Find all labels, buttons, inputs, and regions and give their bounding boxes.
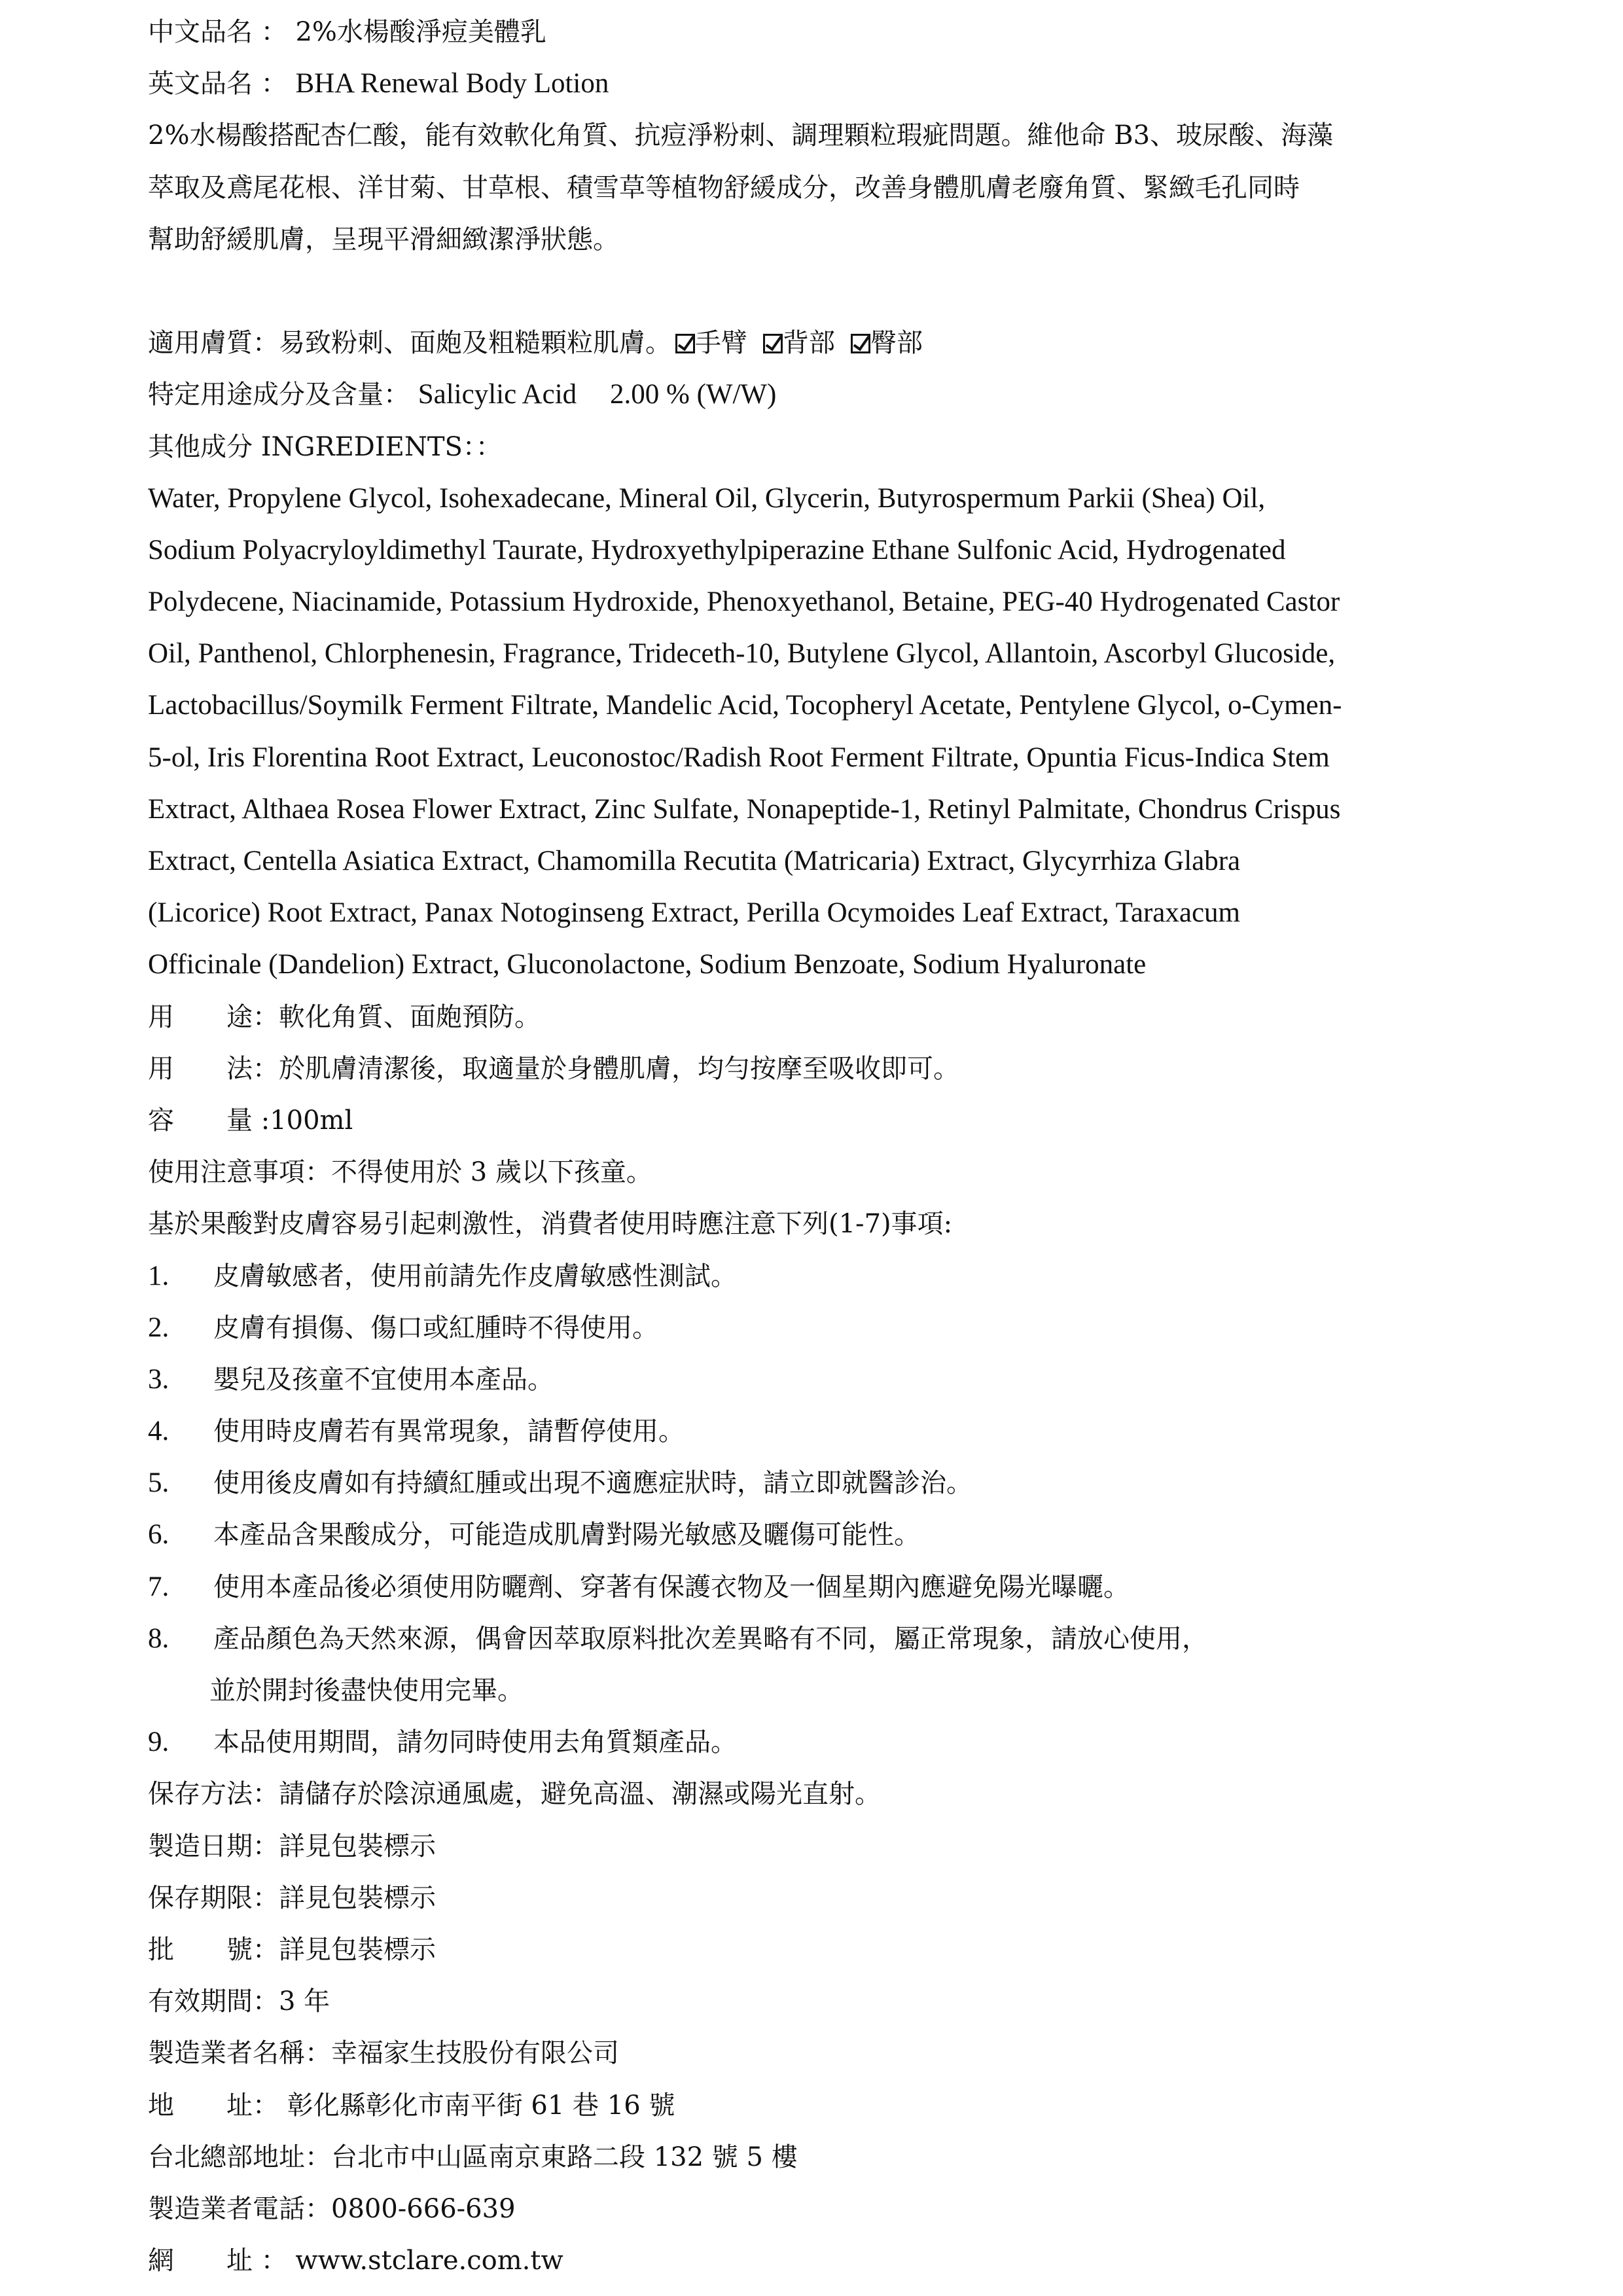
en-name: BHA Renewal Body Lotion: [295, 68, 609, 99]
warning-number: 8.: [148, 1623, 169, 1654]
ingredients-label: 其他成分 INGREDIENTS：：: [148, 431, 502, 462]
warning-item: [148, 1463, 1623, 1515]
zh-name: 2%水楊酸淨痘美體乳: [295, 17, 546, 47]
ingredients-line: Oil, Panthenol, Chlorphenesin, Fragrance, Trideceth-10, Butylene Glycol, Allantoin, Ascorbyl Glucoside,: [148, 638, 1336, 670]
ingredients-line: Sodium Polyacryloyldimethyl Taurate, Hydroxyethylpiperazine Ethane Sulfonic Acid, Hydrogenated: [148, 534, 1286, 565]
storage-method: 保存方法：請儲存於陰涼通風處，避免高溫、潮濕或陽光直射。: [148, 1779, 881, 1810]
active-ingredient: Salicylic Acid: [418, 379, 577, 410]
usage-purpose: 用 途：軟化角質、面皰預防。: [148, 1001, 541, 1032]
en-name-label: 英文品名 ：: [148, 69, 296, 99]
manufacturer-phone: 製造業者電話：0800-666-639: [148, 2193, 516, 2224]
checkbox-checked-icon: [763, 334, 783, 353]
warnings-intro: 基於果酸對皮膚容易引起刺激性，消費者使用時應注意下列(1-7)事項:: [148, 1209, 953, 1240]
option-label: 臀部: [870, 328, 923, 359]
warning-number: 4.: [148, 1416, 169, 1447]
ingredients-line: Lactobacillus/Soymilk Ferment Filtrate, Mandelic Acid, Tocopheryl Acetate, Pentylene Glycol, o-Cymen-: [148, 690, 1342, 721]
ingredients-line: Water, Propylene Glycol, Isohexadecane, Mineral Oil, Glycerin, Butyrospermum Parkii (Shea) Oil,: [148, 482, 1266, 514]
option-label: 背部: [783, 328, 835, 359]
checkbox-checked-icon: [675, 334, 695, 353]
active-amount: 2.00 % (W/W): [610, 379, 777, 410]
ingredients-line: Polydecene, Niacinamide, Potassium Hydroxide, Phenoxyethanol, Betaine, PEG-40 Hydrogenated Castor: [148, 586, 1340, 618]
en-name-line: [148, 63, 1623, 115]
manufacturer-name: 製造業者名稱：幸福家生技股份有限公司: [148, 2038, 619, 2069]
warning-text: 皮膚敏感者，使用前請先作皮膚敏感性測試。: [213, 1261, 737, 1291]
warning-item: [148, 1256, 1623, 1308]
usage-method: 用 法：於肌膚清潔後，取適量於身體肌膚，均勻按摩至吸收即可。: [148, 1053, 959, 1084]
ingredients-line: (Licorice) Root Extract, Panax Notoginseng Extract, Perilla Ocymoides Leaf Extract, Taraxacum: [148, 897, 1241, 929]
checkbox-checked-icon: [851, 334, 870, 353]
warning-number: 6.: [148, 1519, 169, 1551]
caution: 使用注意事項：不得使用於 3 歲以下孩童。: [148, 1157, 652, 1188]
warning-item: [148, 1308, 1623, 1359]
website: 網 址 ： www.stclare.com.tw: [148, 2246, 563, 2276]
ingredients-line: Extract, Centella Asiatica Extract, Chamomilla Recutita (Matricaria) Extract, Glycyrrhiza Glabra: [148, 846, 1241, 876]
warning-item: [148, 1722, 1623, 1774]
description-line: 2%水楊酸搭配杏仁酸，能有效軟化角質、抗痘淨粉刺、調理顆粒瑕疵問題。維他命 B3、玻尿酸、海藻: [148, 120, 1334, 151]
warning-text: 本產品含果酸成分，可能造成肌膚對陽光敏感及曬傷可能性。: [213, 1520, 920, 1551]
warning-item: [148, 1359, 1623, 1411]
warning-text: 使用本產品後必須使用防曬劑、穿著有保護衣物及一個星期內應避免陽光曝曬。: [213, 1571, 1130, 1602]
warning-text: 使用後皮膚如有持續紅腫或出現不適應症狀時，請立即就醫診治。: [213, 1468, 972, 1499]
manufacture-date: 製造日期：詳見包裝標示: [148, 1831, 436, 1861]
description-line: 幫助舒緩肌膚，呈現平滑細緻潔淨狀態。: [148, 224, 619, 255]
zh-name-label: 中文品名 ：: [148, 17, 296, 47]
zh-name-line: [148, 12, 1623, 63]
skin-type-text: 適用膚質：易致粉刺、面皰及粗糙顆粒肌膚。: [148, 328, 671, 359]
option-label: 手臂: [695, 328, 747, 359]
warning-text: 產品顏色為天然來源，偶會因萃取原料批次差異略有不同，屬正常現象，請放心使用，: [213, 1623, 1208, 1654]
skin-type-line: [148, 323, 1623, 374]
warning-item: [148, 1515, 1623, 1566]
ingredients-line: Extract, Althaea Rosea Flower Extract, Zinc Sulfate, Nonapeptide-1, Retinyl Palmitate, Chondrus Crispus: [148, 793, 1341, 825]
shelf-life: 保存期限：詳見包裝標示: [148, 1882, 436, 1913]
warning-item: [148, 1411, 1623, 1463]
warning-number: 1.: [148, 1260, 169, 1291]
warning-number: 7.: [148, 1571, 169, 1602]
warning-number: 3.: [148, 1363, 169, 1395]
warning-item: [148, 1567, 1623, 1619]
warning-text: 使用時皮膚若有異常現象，請暫停使用。: [213, 1416, 685, 1447]
active-ingredient-line: [148, 374, 1623, 426]
warning-text: 嬰兒及孩童不宜使用本產品。: [213, 1364, 554, 1395]
warning-text: 本品使用期間，請勿同時使用去角質類產品。: [213, 1727, 737, 1758]
ingredients-line: Officinale (Dandelion) Extract, Gluconolactone, Sodium Benzoate, Sodium Hyaluronate: [148, 949, 1147, 980]
warning-continuation: 並於開封後盡快使用完畢。: [209, 1676, 524, 1706]
manufacturer-address: 地 址： 彰化縣彰化市南平街 61 巷 16 號: [148, 2090, 675, 2121]
warning-text: 皮膚有損傷、傷口或紅腫時不得使用。: [213, 1312, 658, 1343]
validity-period: 有效期間：3 年: [148, 1986, 330, 2017]
batch-number: 批 號：詳見包裝標示: [148, 1934, 436, 1965]
description-line: 萃取及鳶尾花根、洋甘菊、甘草根、積雪草等植物舒緩成分，改善身體肌膚老廢角質、緊緻毛孔同時: [148, 172, 1300, 203]
product-label-document: [148, 12, 1623, 2292]
active-label: 特定用途成分及含量：: [148, 380, 410, 410]
ingredients-line: 5-ol, Iris Florentina Root Extract, Leuconostoc/Radish Root Ferment Filtrate, Opuntia Ficus-Indica Stem: [148, 742, 1330, 773]
warning-number: 9.: [148, 1727, 169, 1758]
warning-number: 5.: [148, 1467, 169, 1499]
warning-number: 2.: [148, 1312, 169, 1343]
warning-item: [148, 1619, 1623, 1670]
volume: 容 量 :100ml: [148, 1105, 353, 1136]
taipei-hq-address: 台北總部地址：台北市中山區南京東路二段 132 號 5 樓: [148, 2142, 798, 2172]
